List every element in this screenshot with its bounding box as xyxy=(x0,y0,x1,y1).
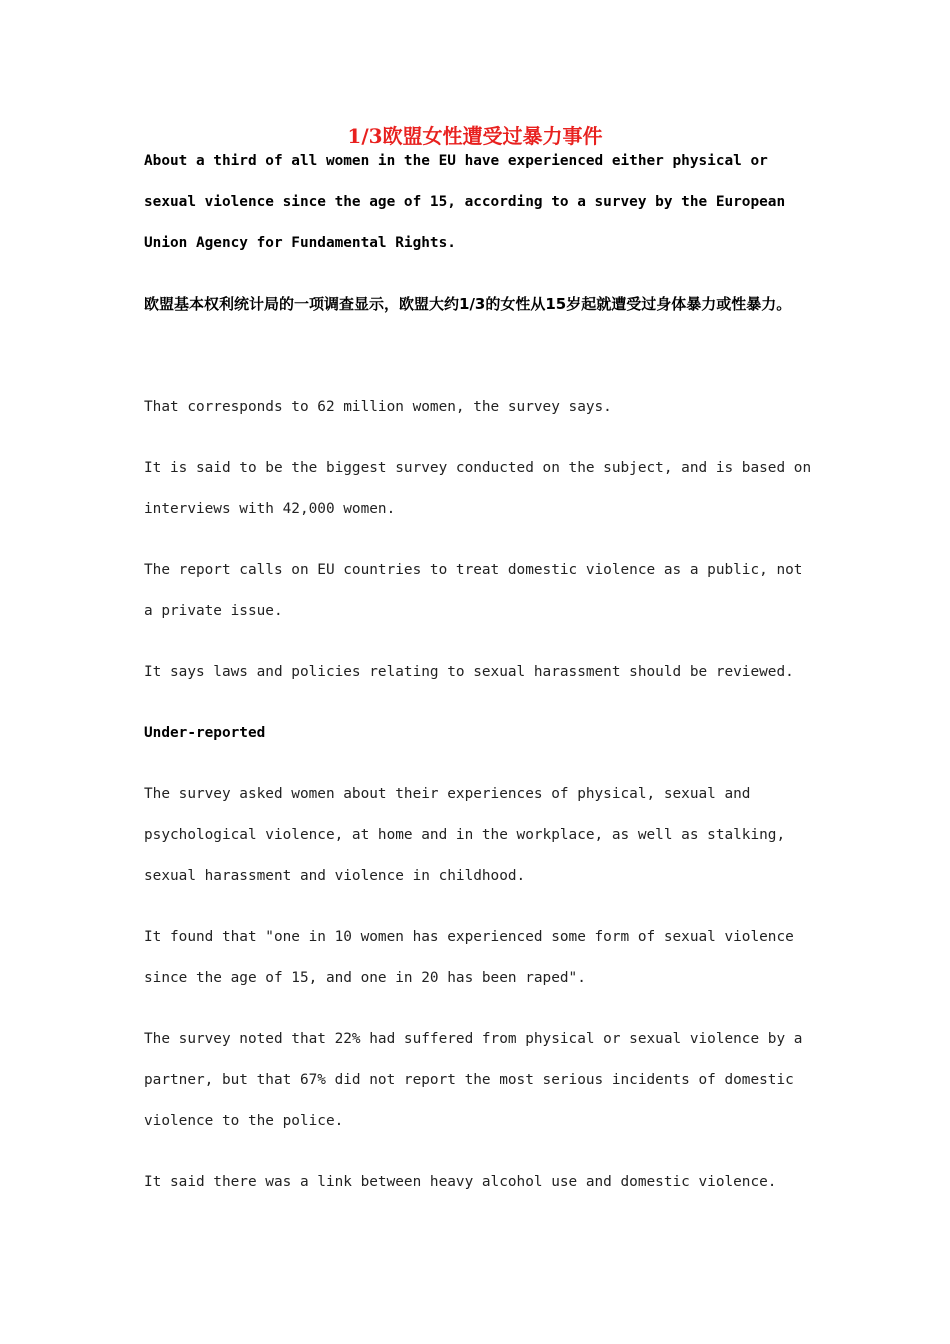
paragraph-report-calls: The report calls on EU countries to treat domestic violence as a public, not a private issue. xyxy=(144,562,803,619)
paragraph-62-million: That corresponds to 62 million women, the survey says. xyxy=(144,399,612,415)
section-heading-under-reported: Under-reported xyxy=(144,725,266,741)
paragraph-intro: About a third of all women in the EU have experienced either physical or sexual violence since the age of 15, according to a survey by the European Union Agency for Fundamental Rights. xyxy=(144,153,786,251)
paragraph-laws-policies: It says laws and policies relating to sexual harassment should be reviewed. xyxy=(144,664,794,680)
paragraph-one-in-10: It found that "one in 10 women has experienced some form of sexual violence since the age of 15, and one in 20 has been raped". xyxy=(144,929,794,986)
paragraph-biggest-survey: It is said to be the biggest survey conducted on the subject, and is based on interviews with 42,000 women. xyxy=(144,460,812,517)
paragraph-survey-asked: The survey asked women about their experiences of physical, sexual and psychological violence, at home and in the workplace, as well as stalking, sexual harassment and violence in childhood. xyxy=(144,786,786,884)
page-title: 1/3欧盟女性遭受过暴力事件 xyxy=(347,124,603,148)
paragraph-22-percent: The survey noted that 22% had suffered from physical or sexual violence by a partner, but that 67% did not report the most serious incidents of domestic violence to the police. xyxy=(144,1031,803,1129)
paragraph-alcohol-link: It said there was a link between heavy alcohol use and domestic violence. xyxy=(144,1174,777,1190)
paragraph-chinese-translation: 欧盟基本权利统计局的一项调查显示，欧盟大约1/3的女性从15岁起就遭受过身体暴力或性暴力。 xyxy=(144,295,792,313)
